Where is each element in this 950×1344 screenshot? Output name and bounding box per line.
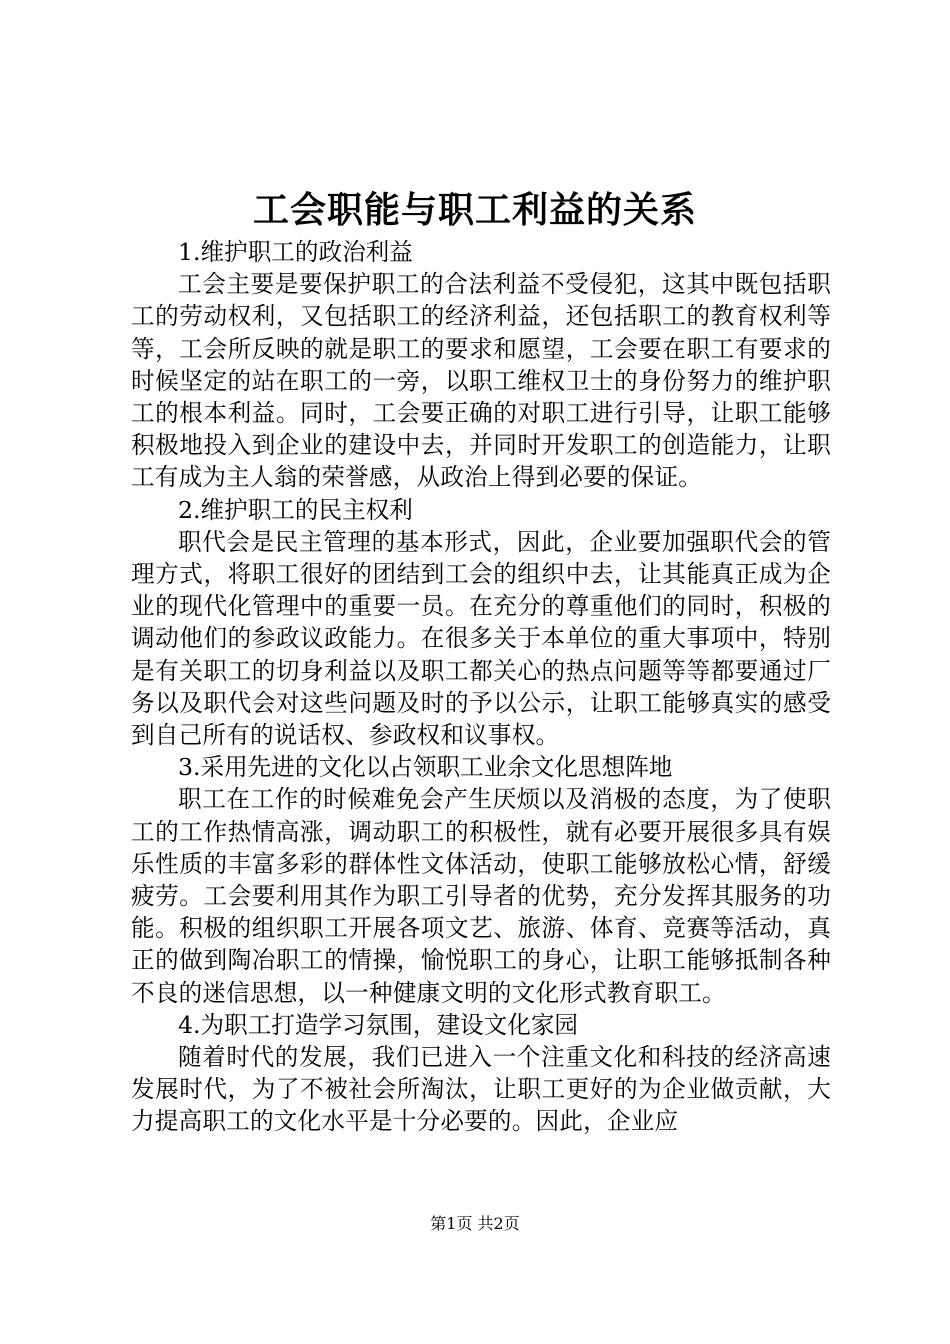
section-heading-2: 2.维护职工的民主权利	[178, 495, 413, 524]
section-heading-4: 4.为职工打造学习氛围，建设文化家园	[178, 1010, 579, 1039]
section-paragraph-3: 职工在工作的时候难免会产生厌烦以及消极的态度，为了使职工的工作热情高涨，调动职工的积极性，就有必要开展很多具有娱乐性质的丰富多彩的群体性文体活动，使职工能够放松心情，舒缓疲劳。工会要利用其作为职工引导者的优势，充分发挥其服务的功能。积极的组织职工开展各项文艺、旅游、体育、竞赛等活动，真正的做到陶冶职工的情操，愉悦职工的身心，让职工能够抵制各种不良的迷信思想，以一种健康文明的文化形式教育职工。	[131, 785, 831, 1007]
section-heading-1: 1.维护职工的政治利益	[178, 238, 413, 266]
section-paragraph-2: 职代会是民主管理的基本形式，因此，企业要加强职代会的管理方式，将职工很好的团结到工会的组织中去，让其能真正成为企业的现代化管理中的重要一员。在充分的尊重他们的同时，积极的调动他们的参政议政能力。在很多关于本单位的重大事项中，特别是有关职工的切身利益以及职工都关心的热点问题等等都要通过厂务以及职代会对这些问题及时的予以公示，让职工能够真实的感受到自己所有的说话权、参政权和议事权。	[131, 527, 831, 750]
section-heading-3: 3.采用先进的文化以占领职工业余文化思想阵地	[178, 753, 673, 782]
section-paragraph-4: 随着时代的发展，我们已进入一个注重文化和科技的经济高速发展时代，为了不被社会所淘汰，让职工更好的为企业做贡献，大力提高职工的文化水平是十分必要的。因此，企业应	[131, 1043, 831, 1136]
section-paragraph-1: 工会主要是要保护职工的合法利益不受侵犯，这其中既包括职工的劳动权利，又包括职工的经济利益，还包括职工的教育权利等等，工会所反映的就是职工的要求和愿望，工会要在职工有要求的时候坚定的站在职工的一旁，以职工维权卫士的身份努力的维护职工的根本利益。同时，工会要正确的对职工进行引导，让职工能够积极地投入到企业的建设中去，并同时开发职工的创造能力，让职工有成为主人翁的荣誉感，从政治上得到必要的保证。	[131, 270, 831, 492]
page-title: 工会职能与职工利益的关系	[252, 189, 697, 231]
page-footer: 第1页 共2页	[430, 1214, 520, 1233]
document-body	[131, 236, 831, 1138]
